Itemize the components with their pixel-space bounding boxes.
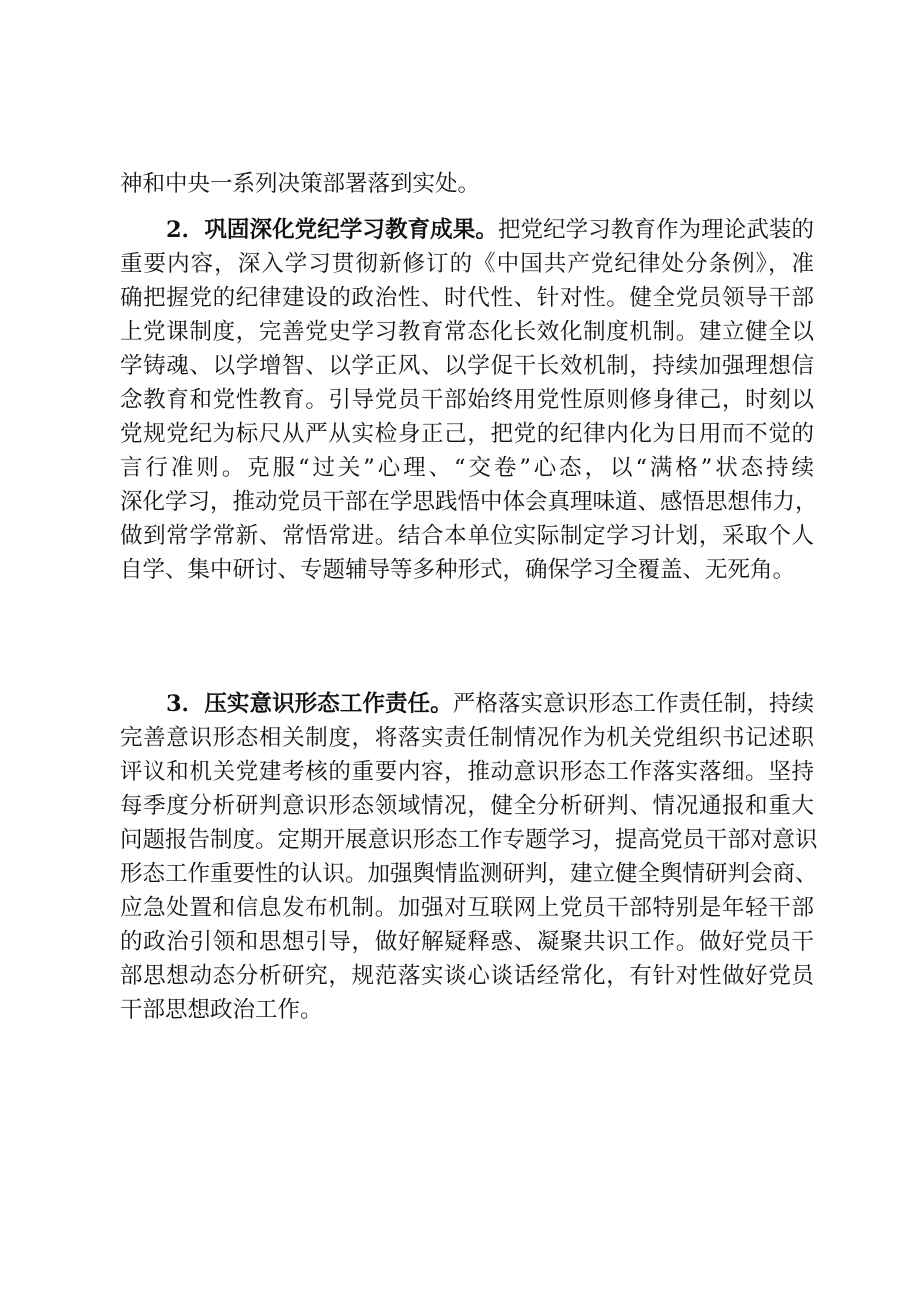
text-line bbox=[120, 687, 814, 721]
paragraph-continuation bbox=[120, 167, 814, 201]
text-line: 评议和机关党建考核的重要内容，推动意识形态工作落实落细。坚持 bbox=[120, 759, 814, 785]
text-line: 党规党纪为标尺从严从实检身正己，把党的纪律内化为日用而不觉的 bbox=[120, 421, 814, 447]
text-line: 自学、集中研讨、专题辅导等多种形式，确保学习全覆盖、无死角。 bbox=[120, 557, 796, 583]
text-line: 部思想动态分析研究，规范落实谈心谈话经常化，有针对性做好党员 bbox=[120, 963, 814, 989]
paragraph-ideology-work bbox=[120, 687, 818, 1027]
text-line: 确把握党的纪律建设的政治性、时代性、针对性。健全党员领导干部 bbox=[120, 285, 814, 311]
text-line bbox=[120, 213, 814, 247]
section-heading: 3．压实意识形态工作责任。 bbox=[166, 691, 453, 717]
text-line: 重要内容，深入学习贯彻新修订的《中国共产党纪律处分条例》，准 bbox=[120, 251, 814, 277]
paragraph-party-discipline bbox=[120, 213, 818, 587]
text-line: 念教育和党性教育。引导党员干部始终用党性原则修身律己，时刻以 bbox=[120, 387, 814, 413]
text-line: 形态工作重要性的认识。加强舆情监测研判，建立健全舆情研判会商、 bbox=[120, 861, 818, 887]
text-line: 完善意识形态相关制度，将落实责任制情况作为机关党组织书记述职 bbox=[120, 725, 814, 751]
text-line: 做到常学常新、常悟常进。结合本单位实际制定学习计划，采取个人 bbox=[120, 523, 814, 549]
text-line: 言行准则。克服“过关”心理、“交卷”心态，以“满格”状态持续 bbox=[120, 455, 814, 481]
text-line: 上党课制度，完善党史学习教育常态化长效化制度机制。建立健全以 bbox=[120, 319, 814, 345]
text-line: 的政治引领和思想引导，做好解疑释惑、凝聚共识工作。做好党员干 bbox=[120, 929, 814, 955]
text-segment: 把党纪学习教育作为理论武装的 bbox=[497, 217, 814, 243]
text-line: 应急处置和信息发布机制。加强对互联网上党员干部特别是年轻干部 bbox=[120, 895, 814, 921]
text-line: 问题报告制度。定期开展意识形态工作专题学习，提高党员干部对意识 bbox=[120, 827, 818, 853]
text-line: 学铸魂、以学增智、以学正风、以学促干长效机制，持续加强理想信 bbox=[120, 353, 814, 379]
section-heading: 2．巩固深化党纪学习教育成果。 bbox=[166, 217, 498, 243]
text-line: 每季度分析研判意识形态领域情况，健全分析研判、情况通报和重大 bbox=[120, 793, 814, 819]
text-line: 深化学习，推动党员干部在学思践悟中体会真理味道、感悟思想伟力， bbox=[120, 489, 818, 515]
text-line: 神和中央一系列决策部署落到实处。 bbox=[120, 171, 481, 197]
text-segment: 严格落实意识形态工作责任制，持续 bbox=[452, 691, 814, 717]
text-line: 干部思想政治工作。 bbox=[120, 997, 323, 1023]
